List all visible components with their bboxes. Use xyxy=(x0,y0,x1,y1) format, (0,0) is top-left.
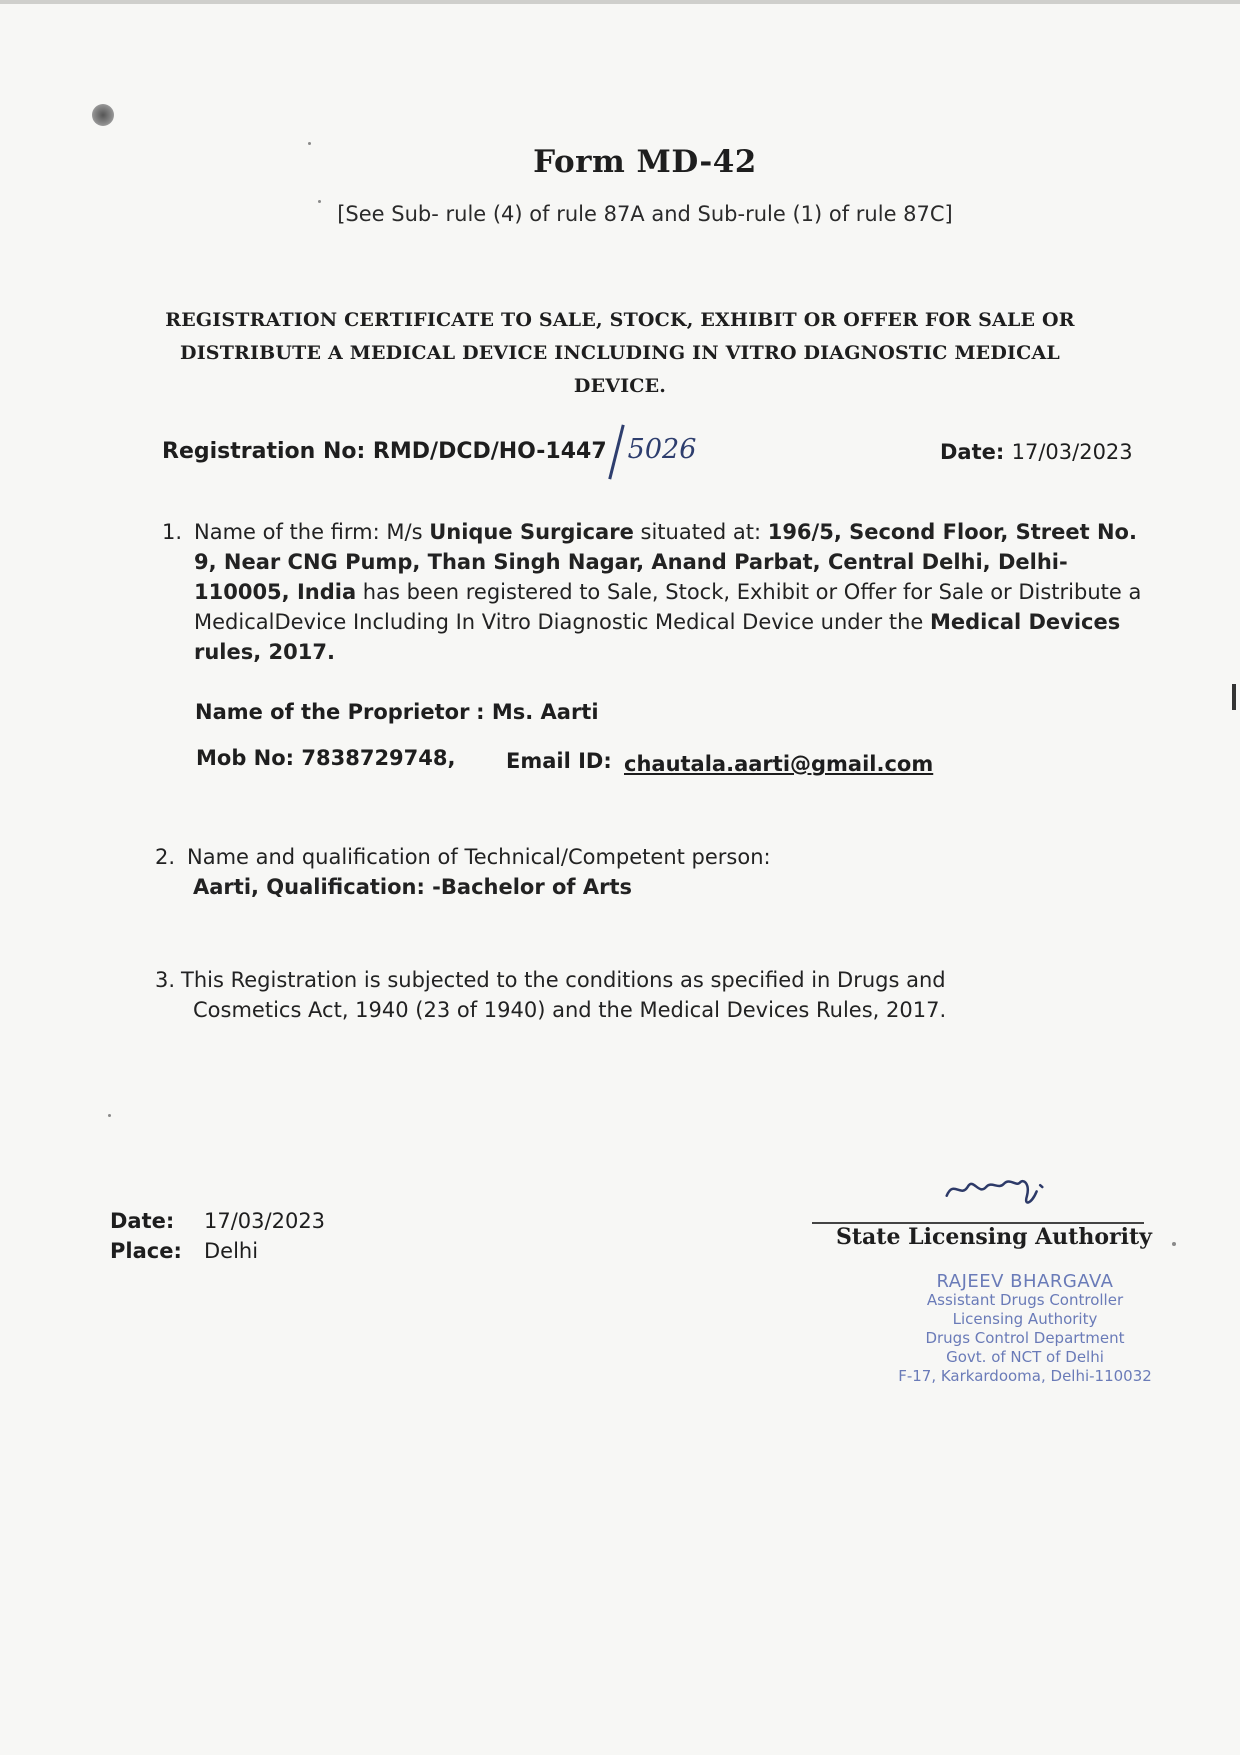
footer-date xyxy=(110,1209,325,1233)
footer-place-label: Place: xyxy=(110,1239,182,1263)
handwritten-slash xyxy=(608,424,624,479)
speck xyxy=(108,1114,111,1117)
situated-text: situated at: xyxy=(633,520,768,544)
mobile-number: Mob No: 7838729748, xyxy=(196,746,456,770)
footer-place-value: Delhi xyxy=(204,1239,259,1263)
email-value[interactable]: chautala.aarti@gmail.com xyxy=(624,752,934,776)
heading-line-1: REGISTRATION CERTIFICATE TO SALE, STOCK, EXHIBIT OR OFFER FOR SALE OR xyxy=(165,309,1075,331)
subrule-reference: [See Sub- rule (4) of rule 87A and Sub-rule (1) of rule 87C] xyxy=(337,202,953,226)
clause-3-line-1: This Registration is subjected to the conditions as specified in Drugs and xyxy=(181,968,946,992)
signature-mark xyxy=(938,1150,1062,1218)
clause-number: 2. xyxy=(155,845,176,869)
clause-1-text xyxy=(194,517,1142,667)
clause-2-line-1: Name and qualification of Technical/Competent person: xyxy=(187,845,771,869)
registration-text: has been registered to Sale, Stock, Exhibit or Offer for Sale or Distribute a MedicalDevice Including In Vitro Diagnostic Medical Device under the xyxy=(194,580,1142,634)
edge-mark xyxy=(1232,684,1236,710)
stamp-line-3: Drugs Control Department xyxy=(925,1329,1125,1347)
issue-date-value: 17/03/2023 xyxy=(1011,440,1133,464)
form-title: Form MD-42 xyxy=(533,144,757,180)
issue-date-label: Date: xyxy=(940,440,1005,464)
registration-label: Registration No: RMD/DCD/HO-1447 xyxy=(162,439,607,464)
speck xyxy=(1172,1242,1176,1246)
clause-1 xyxy=(162,517,1142,667)
certificate-heading xyxy=(140,304,1100,403)
email-label: Email ID: xyxy=(506,749,612,773)
issue-date xyxy=(940,440,1133,464)
licensing-authority-title: State Licensing Authority xyxy=(836,1224,1152,1250)
stamp-line-1: Assistant Drugs Controller xyxy=(926,1291,1124,1309)
firm-name: Unique Surgicare xyxy=(429,520,634,544)
stamp-line-4: Govt. of NCT of Delhi xyxy=(946,1348,1104,1366)
clause-3 xyxy=(155,965,1055,1025)
official-stamp xyxy=(860,1272,1190,1386)
stamp-line-2: Licensing Authority xyxy=(952,1310,1098,1328)
firm-address: 196/5, Second Floor, Street No. 9, Near CNG Pump, Than Singh Nagar, Anand Parbat, Central Delhi, Delhi-110005, India xyxy=(194,520,1137,604)
proprietor-value: : Ms. Aarti xyxy=(476,700,599,724)
stamp-name: RAJEEV BHARGAVA xyxy=(936,1271,1114,1292)
footer-place xyxy=(110,1239,258,1263)
firm-prefix: Name of the firm: M/s xyxy=(194,520,430,544)
footer-date-value: 17/03/2023 xyxy=(204,1209,326,1233)
heading-line-2: DISTRIBUTE A MEDICAL DEVICE INCLUDING IN VITRO DIAGNOSTIC MEDICAL DEVICE. xyxy=(180,342,1060,397)
clause-number: 1. xyxy=(162,520,183,544)
footer-date-label: Date: xyxy=(110,1209,175,1233)
clause-2 xyxy=(155,842,1055,902)
registration-number xyxy=(162,424,696,480)
clause-2-line-2: Aarti, Qualification: -Bachelor of Arts xyxy=(193,875,633,899)
handwritten-number: 5026 xyxy=(627,434,697,465)
rules-reference: Medical Devices rules, 2017. xyxy=(194,610,1121,664)
punch-hole xyxy=(92,104,114,126)
proprietor-row xyxy=(195,700,599,724)
proprietor-label: Name of the Proprietor xyxy=(195,700,470,724)
clause-number: 3. xyxy=(155,968,176,992)
stamp-line-5: F-17, Karkardooma, Delhi-110032 xyxy=(898,1367,1152,1385)
clause-3-line-2: Cosmetics Act, 1940 (23 of 1940) and the Medical Devices Rules, 2017. xyxy=(193,998,947,1022)
